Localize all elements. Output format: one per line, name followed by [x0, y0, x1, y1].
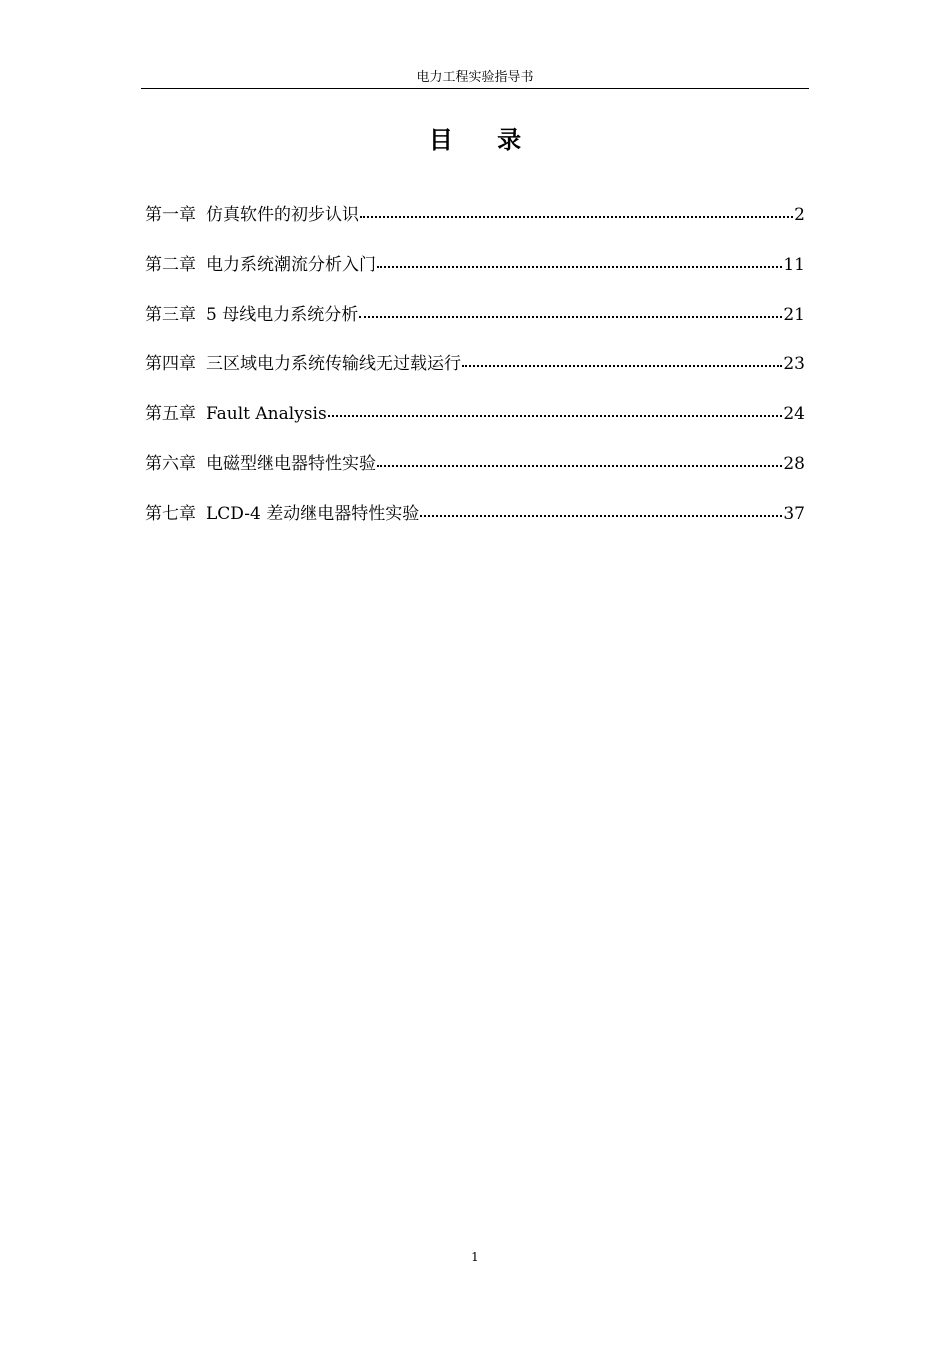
running-header-title: 电力工程实验指导书 [416, 70, 534, 85]
toc-page-number: 21 [783, 304, 805, 325]
toc-leader-dots [328, 399, 783, 419]
toc-leader-dots [359, 300, 782, 320]
toc-page-number: 11 [783, 254, 805, 275]
toc-page-number: 37 [783, 503, 805, 524]
toc-page-number: 2 [794, 205, 805, 225]
toc-chapter-title: 三区域电力系统传输线无过载运行 [206, 354, 461, 375]
toc-entry-4[interactable] [145, 349, 805, 399]
toc-chapter-title: 仿真软件的初步认识 [206, 205, 359, 225]
toc-page-number: 28 [783, 453, 805, 474]
toc-chapter-label: 第四章 [145, 354, 196, 375]
running-header [141, 66, 809, 89]
toc-chapter-title: 电力系统潮流分析入门 [206, 254, 376, 275]
toc-chapter-label: 第六章 [145, 453, 196, 474]
toc-chapter-label: 第一章 [145, 205, 196, 225]
toc-entry-2[interactable] [145, 250, 805, 300]
page-title: 目 录 [428, 125, 522, 154]
toc-leader-dots [377, 449, 782, 469]
toc-leader-dots [377, 250, 782, 270]
toc-leader-dots [360, 200, 793, 220]
toc-page-number: 23 [783, 354, 805, 375]
toc-entry-3[interactable] [145, 300, 805, 350]
toc-leader-dots [462, 349, 782, 369]
toc-entry-6[interactable] [145, 449, 805, 499]
toc-chapter-title: 电磁型继电器特性实验 [206, 453, 376, 474]
toc-entry-1[interactable] [145, 200, 805, 250]
toc-chapter-label: 第二章 [145, 254, 196, 275]
toc-chapter-title: Fault Analysis [206, 404, 327, 425]
toc-chapter-title: LCD-4 差动继电器特性实验 [206, 503, 420, 524]
toc-entry-5[interactable] [145, 399, 805, 449]
toc-chapter-label: 第三章 [145, 304, 196, 325]
toc-chapter-title: 5 母线电力系统分析 [206, 304, 359, 325]
toc-page-number: 24 [783, 404, 805, 425]
toc-chapter-label: 第五章 [145, 404, 196, 425]
toc-entry-7[interactable] [145, 499, 805, 549]
footer-page-number: 1 [471, 1250, 479, 1264]
toc-chapter-label: 第七章 [145, 503, 196, 524]
table-of-contents [145, 200, 805, 549]
toc-leader-dots [420, 499, 782, 519]
